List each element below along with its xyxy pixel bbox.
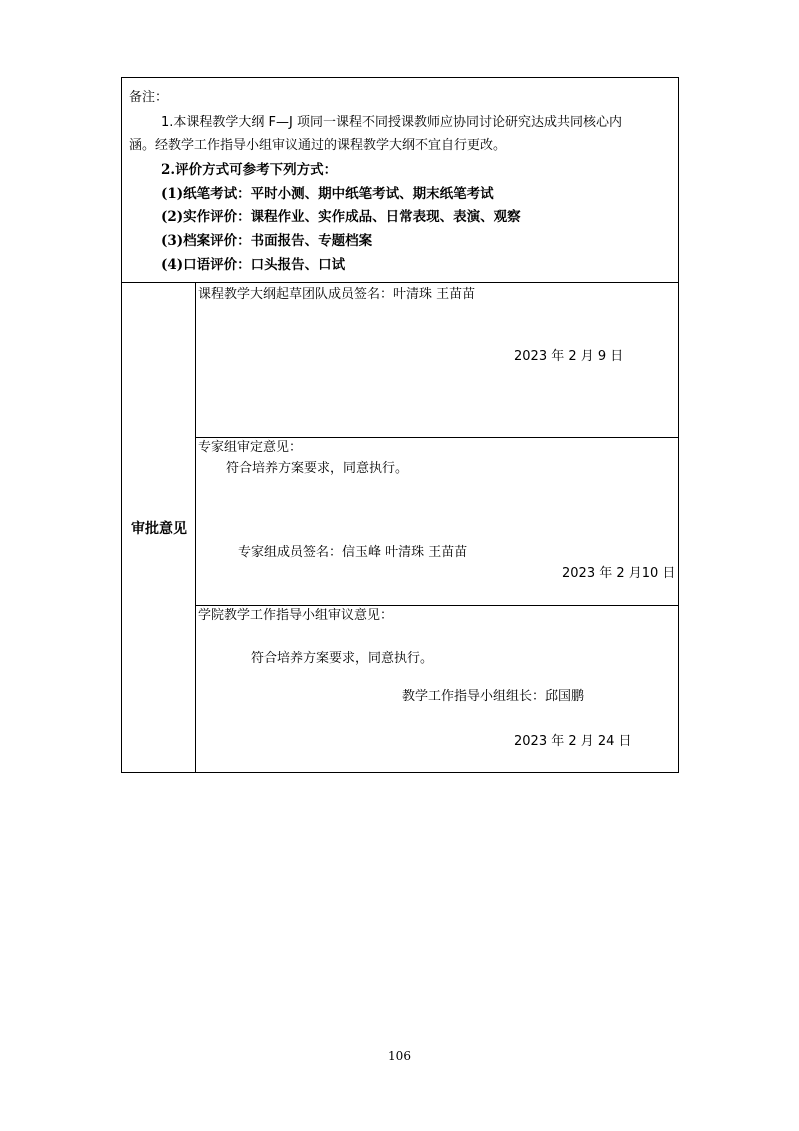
drafting-date: 2023 年 2 月 9 日: [514, 349, 624, 364]
drafting-signers: 课程教学大纲起草团队成员签名：叶清珠 王苗苗: [198, 287, 476, 302]
notes-section: [122, 78, 678, 283]
expert-cell: [196, 438, 678, 606]
notes-line-7: (4)口语评价：口头报告、口试: [161, 257, 346, 273]
college-title: 学院教学工作指导小组审议意见：: [198, 608, 394, 623]
approval-table: [121, 77, 679, 773]
notes-heading: 备注：: [129, 90, 169, 105]
notes-line-5: (2)实作评价：课程作业、实作成品、日常表现、表演、观察: [161, 209, 521, 225]
approval-label: 审批意见: [131, 521, 187, 537]
notes-line-1: 1.本课程教学大纲 F—J 项同一课程不同授课教师应协同讨论研究达成共同核心内: [161, 115, 622, 130]
college-cell: [196, 606, 678, 772]
expert-signers: 专家组成员签名：信玉峰 叶清珠 王苗苗: [238, 545, 468, 560]
notes-line-6: (3)档案评价：书面报告、专题档案: [161, 233, 373, 249]
page-number: 106: [388, 1049, 411, 1063]
expert-opinion: 符合培养方案要求，同意执行。: [226, 461, 409, 476]
approval-label-column: [122, 283, 196, 772]
expert-title: 专家组审定意见：: [198, 440, 303, 455]
notes-line-2: 涵。经教学工作指导小组审议通过的课程教学大纲不宜自行更改。: [129, 138, 507, 153]
notes-line-3: 2.评价方式可参考下列方式：: [161, 162, 338, 178]
notes-line-4: (1)纸笔考试：平时小测、期中纸笔考试、期末纸笔考试: [161, 186, 494, 202]
college-date: 2023 年 2 月 24 日: [514, 734, 632, 749]
drafting-cell: [196, 283, 678, 438]
college-leader: 教学工作指导小组组长：邱国鹏: [402, 689, 585, 704]
college-opinion: 符合培养方案要求，同意执行。: [251, 651, 434, 666]
expert-date: 2023 年 2 月10 日: [562, 566, 676, 581]
